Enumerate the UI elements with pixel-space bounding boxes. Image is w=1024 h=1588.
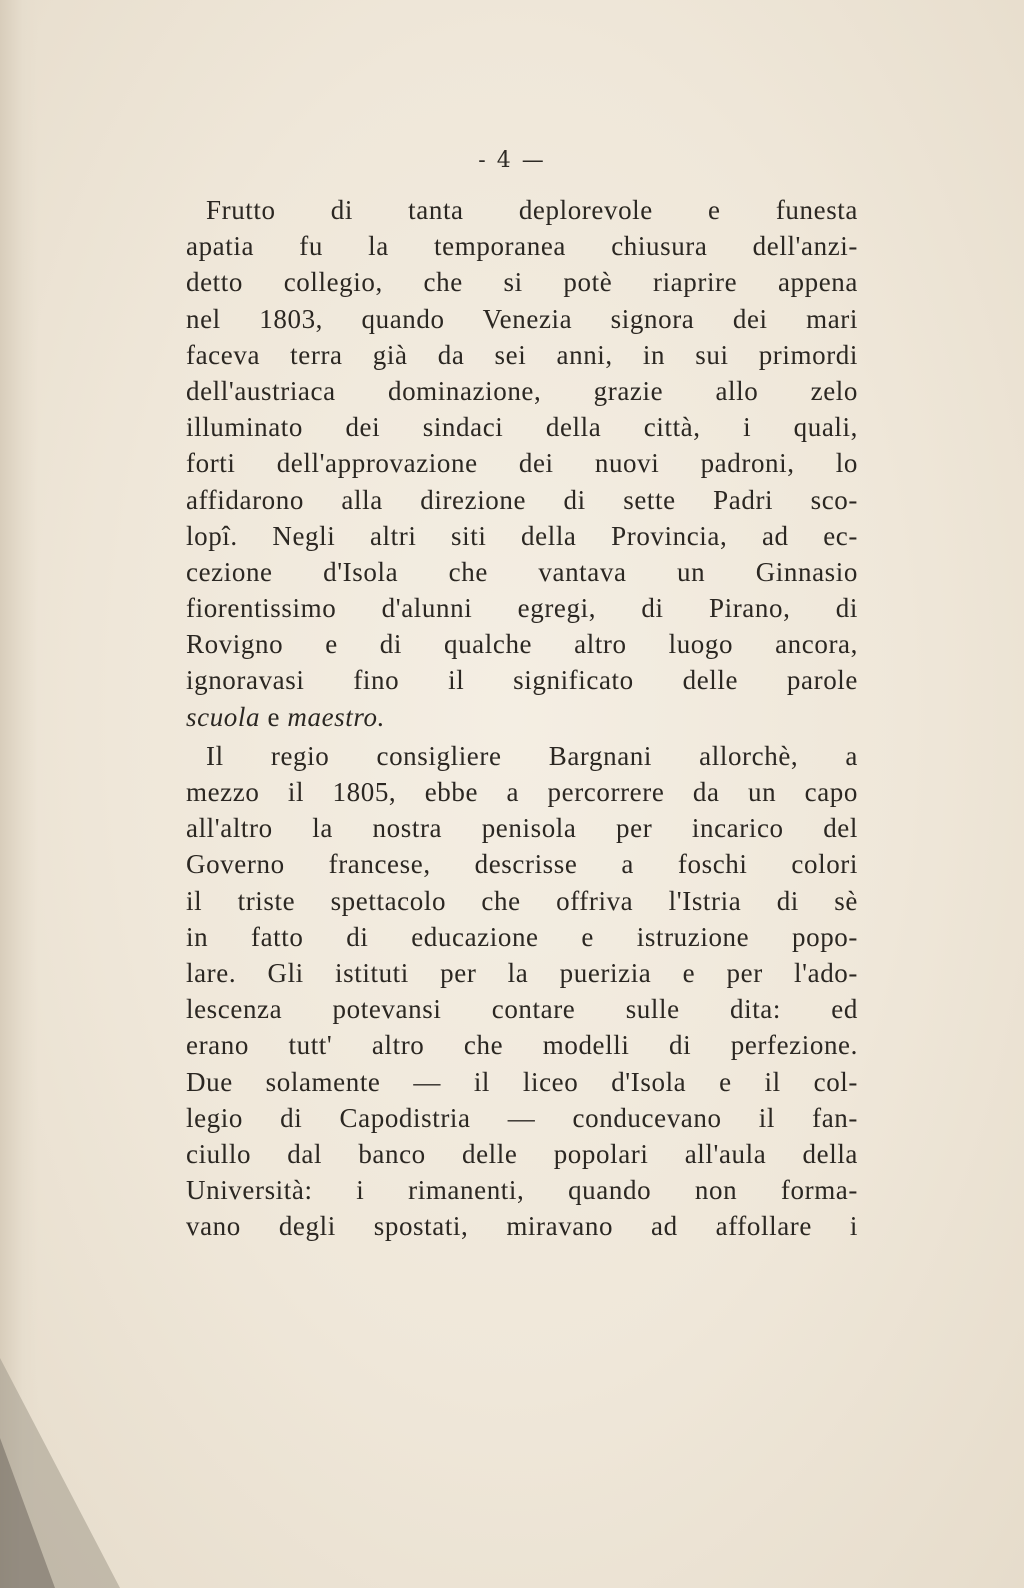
text-line: lopî. Negli altri siti della Provincia, ad ec- <box>186 520 858 551</box>
paragraph-2 <box>186 738 858 1245</box>
binding-shadow <box>0 0 38 1588</box>
text-line: il triste spettacolo che offriva l'Istria di sè <box>186 885 858 916</box>
text-line: apatia fu la temporanea chiusura dell'anzi- <box>186 231 858 262</box>
page-number: - 4 — <box>478 148 546 173</box>
text-line: illuminato dei sindaci della città, i quali, <box>186 412 858 443</box>
text-line: lare. Gli istituti per la puerizia e per l'ado- <box>186 957 858 988</box>
text-line: fiorentissimo d'alunni egregi, di Pirano, di <box>186 593 858 624</box>
text-line: lescenza potevansi contare sulle dita: ed <box>186 994 858 1025</box>
text-line: cezione d'Isola che vantava un Ginnasio <box>186 556 858 587</box>
text-line: affidarono alla direzione di sette Padri sco- <box>186 484 858 515</box>
text-fragment: e <box>260 701 288 732</box>
text-line: forti dell'approvazione dei nuovi padroni, lo <box>186 448 858 479</box>
text-line: Rovigno e di qualche altro luogo ancora, <box>186 629 858 660</box>
text-line: ciullo dal banco delle popolari all'aula della <box>186 1138 858 1169</box>
text-line: faceva terra già da sei anni, in sui primordi <box>186 339 858 370</box>
text-line: dell'austriaca dominazione, grazie allo zelo <box>186 375 858 406</box>
paragraph-1 <box>186 192 858 735</box>
text-line: Il regio consigliere Bargnani allorchè, a <box>206 740 858 771</box>
italic-word: maestro. <box>287 701 385 732</box>
text-line: vano degli spostati, miravano ad affollare i <box>186 1211 858 1242</box>
text-line: nel 1803, quando Venezia signora dei mari <box>186 303 858 334</box>
text-line: Università: i rimanenti, quando non forma- <box>186 1175 858 1206</box>
text-line-last <box>186 699 858 735</box>
body-text <box>186 192 858 1244</box>
text-line: mezzo il 1805, ebbe a percorrere da un capo <box>186 777 858 807</box>
text-line: Frutto di tanta deplorevole e funesta <box>206 195 858 225</box>
text-line: erano tutt' altro che modelli di perfezione. <box>186 1030 858 1061</box>
text-line: Governo francese, descrisse a foschi colori <box>186 849 858 880</box>
folded-corner-shadow <box>0 1438 55 1588</box>
text-line: in fatto di educazione e istruzione popo- <box>186 921 858 952</box>
text-line: detto collegio, che si potè riaprire appena <box>186 267 858 298</box>
text-line: Due solamente — il liceo d'Isola e il col- <box>186 1066 858 1097</box>
text-line: all'altro la nostra penisola per incarico del <box>186 813 858 844</box>
text-line: legio di Capodistria — conducevano il fan- <box>186 1102 858 1133</box>
italic-word: scuola <box>186 701 261 732</box>
text-line: ignoravasi fino il significato delle parole <box>186 665 858 696</box>
